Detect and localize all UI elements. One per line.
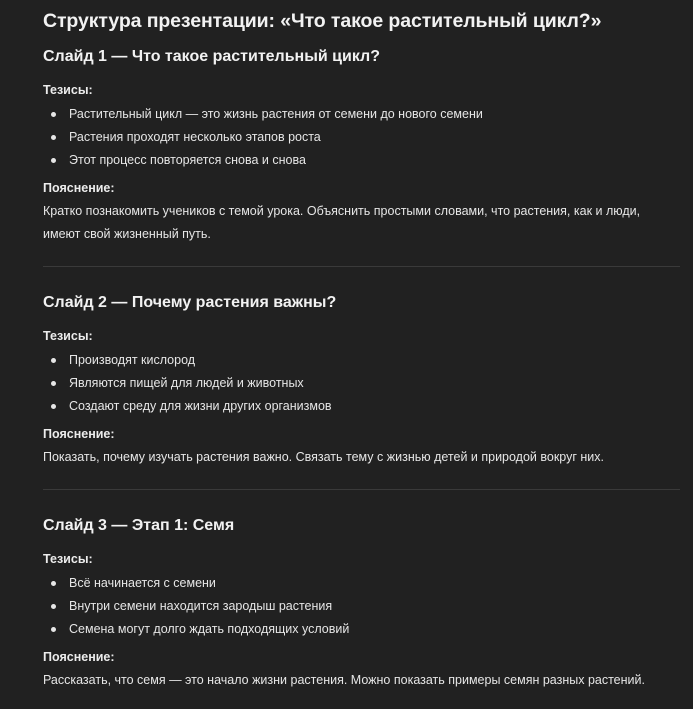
point-text: Этот процесс повторяется снова и снова [69,153,306,167]
slide-section-1 [43,46,680,246]
list-item [43,618,680,641]
list-item [43,372,680,395]
list-item [43,149,680,172]
point-text: Растения проходят несколько этапов роста [69,130,321,144]
list-item [43,349,680,372]
slide-title: Слайд 1 — Что такое растительный цикл? [43,48,380,65]
points-label: Тезисы: [43,329,93,343]
bullet-icon [51,581,56,586]
points-list [43,572,680,641]
document-title: Структура презентации: «Что такое растительный цикл?» [43,10,602,32]
bullet-icon [51,358,56,363]
explanation-label: Пояснение: [43,650,115,664]
points-list [43,103,680,172]
list-item [43,595,680,618]
point-text: Всё начинается с семени [69,576,216,590]
points-list [43,349,680,418]
point-text: Внутри семени находится зародыш растения [69,599,333,613]
list-item [43,126,680,149]
explanation-label: Пояснение: [43,181,115,195]
section-divider [43,489,680,490]
bullet-icon [51,627,56,632]
point-text: Производят кислород [69,353,196,367]
slide-section-3 [43,515,680,692]
point-text: Создают среду для жизни других организмов [69,399,332,413]
explanation-label: Пояснение: [43,427,115,441]
explanation-text: Кратко познакомить учеников с темой урока. Объяснить простыми словами, что растения, как и люди, имеют свой жизненный путь. [43,204,641,241]
point-text: Являются пищей для людей и животных [69,376,304,390]
slide-title: Слайд 2 — Почему растения важны? [43,294,337,311]
list-item [43,103,680,126]
bullet-icon [51,158,56,163]
point-text: Семена могут долго ждать подходящих условий [69,622,350,636]
bullet-icon [51,604,56,609]
section-divider [43,266,680,267]
bullet-icon [51,404,56,409]
slide-title: Слайд 3 — Этап 1: Семя [43,517,235,534]
bullet-icon [51,135,56,140]
explanation-text: Показать, почему изучать растения важно. Связать тему с жизнью детей и природой вокруг них. [43,450,605,464]
bullet-icon [51,112,56,117]
bullet-icon [51,381,56,386]
list-item [43,395,680,418]
slide-section-2 [43,292,680,469]
point-text: Растительный цикл — это жизнь растения от семени до нового семени [69,107,483,121]
points-label: Тезисы: [43,83,93,97]
explanation-text: Рассказать, что семя — это начало жизни растения. Можно показать примеры семян разных растений. [43,673,645,687]
points-label: Тезисы: [43,552,93,566]
list-item [43,572,680,595]
